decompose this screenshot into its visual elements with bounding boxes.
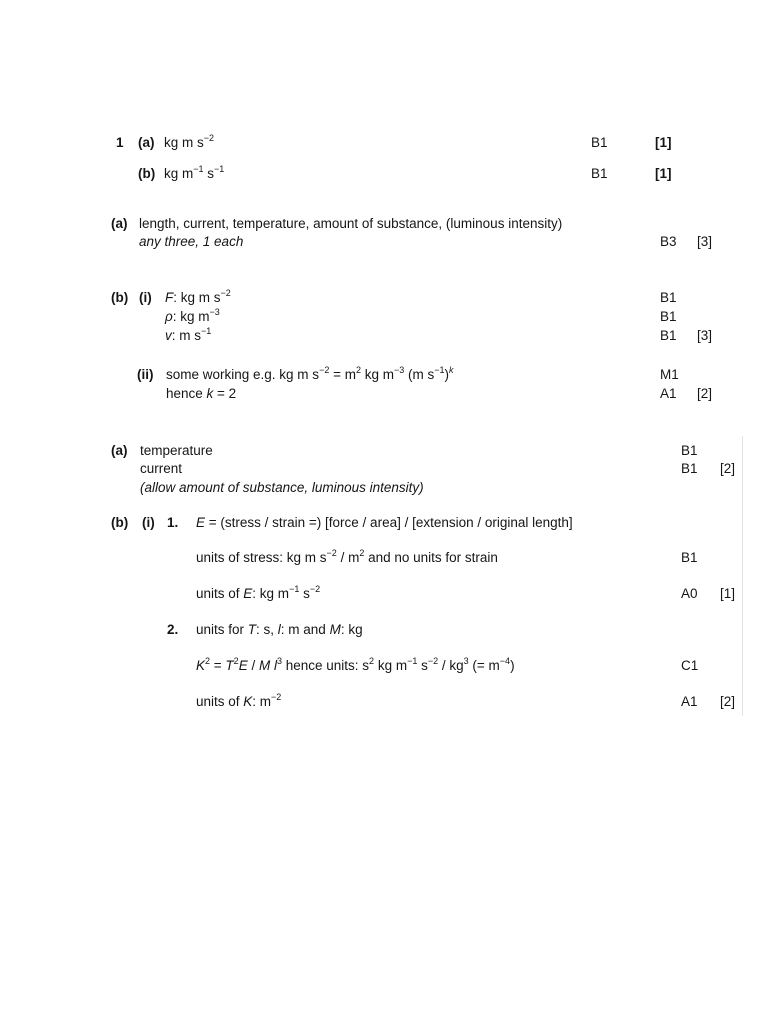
q2-working-mark: M1 <box>660 367 679 382</box>
q3-k-squared-equation: $K^2 = T^2E / M$ $l^3$ hence units: $s^2$ kg $m^{-1}$ $s^{-2} / kg^3$ (= $m^{-4}$) <box>196 656 515 673</box>
q3-item-2-total: [2] <box>720 694 736 709</box>
q3-temperature-mark: B1 <box>681 443 698 458</box>
q3-variable-units: units for T: s, l: m and M: kg <box>196 622 363 637</box>
q3-modulus-definition: E = (stress / strain =) [force / area] / [extension / original length] <box>196 515 573 530</box>
q1-part-b-answer: kg $m^{-1}$ $s^{-1}$ <box>164 164 225 181</box>
q3-part-b-i-label: (i) <box>142 515 155 530</box>
q2-part-b-i-total: [3] <box>697 328 713 343</box>
q2-density-mark: B1 <box>660 309 677 324</box>
q2-hence-mark: A1 <box>660 386 677 401</box>
q2-part-a-total: [3] <box>697 234 713 249</box>
q2-force-units: F: kg m $s^{-2}$ <box>165 288 231 305</box>
q3-modulus-mark: A0 <box>681 586 698 601</box>
question-1-number: 1 <box>116 135 124 150</box>
q2-part-a-mark: B3 <box>660 234 677 249</box>
q3-current-mark: B1 <box>681 461 698 476</box>
q3-item-1-total: [1] <box>720 586 736 601</box>
q2-force-mark: B1 <box>660 290 677 305</box>
q3-item-1-number: 1. <box>167 515 179 530</box>
q1-part-a-total: [1] <box>655 135 672 150</box>
q3-answer-temperature: temperature <box>140 443 213 458</box>
q3-part-b-label: (b) <box>111 515 129 530</box>
q2-part-a-label: (a) <box>111 216 128 231</box>
q1-part-a-mark: B1 <box>591 135 608 150</box>
q3-stress-mark: B1 <box>681 550 698 565</box>
q2-velocity-units: v: m $s^{-1}$ <box>165 326 212 343</box>
q2-working-equation: some working e.g. kg m $s^{-2} = m^2$ kg $m^{-3}$ (m $s^{-1})^k$ <box>166 365 454 382</box>
q3-answer-current: current <box>140 461 183 476</box>
q2-part-a-note: any three, 1 each <box>139 234 244 249</box>
q1-part-a-answer: kg m $s^{-2}$ <box>164 133 215 150</box>
q2-part-b-ii-total: [2] <box>697 386 713 401</box>
q3-part-a-total: [2] <box>720 461 736 476</box>
q3-stress-units: units of stress: kg m $s^{-2} / m^2$ and no units for strain <box>196 548 498 565</box>
q2-part-a-answer: length, current, temperature, amount of substance, (luminous intensity) <box>139 216 563 231</box>
q1-part-b-mark: B1 <box>591 166 608 181</box>
q3-k-units: units of K: $m^{-2}$ <box>196 692 282 709</box>
q3-k-squared-mark: C1 <box>681 658 699 673</box>
q2-part-b-ii-label: (ii) <box>137 367 154 382</box>
q1-part-b-label: (b) <box>138 166 156 181</box>
q1-part-b-total: [1] <box>655 166 672 181</box>
q3-modulus-units: units of E: kg $m^{-1}$ $s^{-2}$ <box>196 584 321 601</box>
q2-hence-k: hence k = 2 <box>166 386 237 401</box>
q2-part-b-i-label: (i) <box>139 290 152 305</box>
q2-part-b-label: (b) <box>111 290 129 305</box>
scan-edge-divider <box>742 436 743 716</box>
q3-allow-note: (allow amount of substance, luminous intensity) <box>140 480 424 495</box>
q3-k-units-mark: A1 <box>681 694 698 709</box>
q1-part-a-label: (a) <box>138 135 155 150</box>
q3-part-a-label: (a) <box>111 443 128 458</box>
q2-density-units: ρ: kg $m^{-3}$ <box>165 307 220 324</box>
q2-velocity-mark: B1 <box>660 328 677 343</box>
q3-item-2-number: 2. <box>167 622 179 637</box>
